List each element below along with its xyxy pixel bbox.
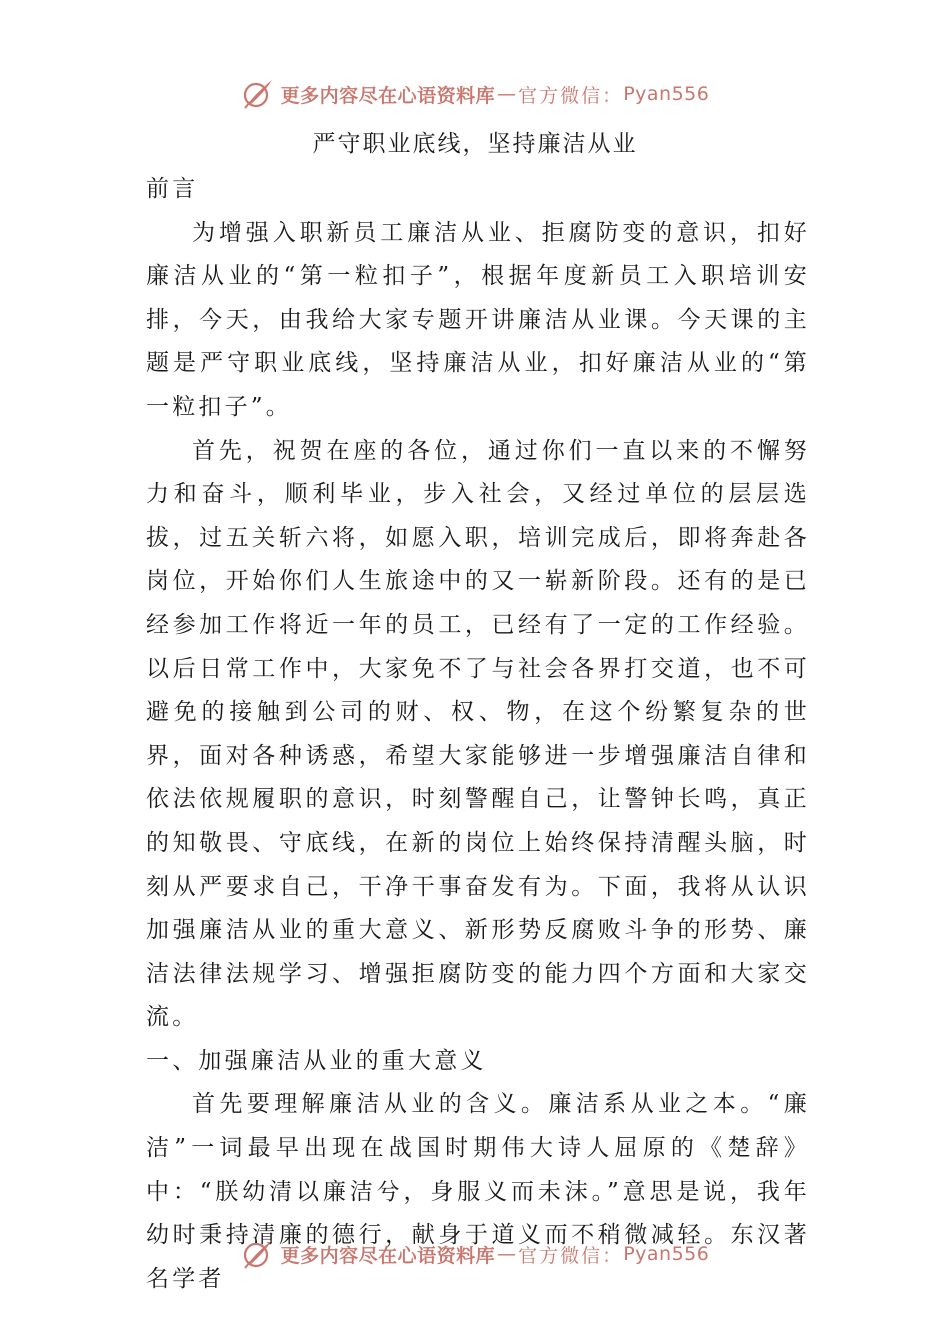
paragraph: 为增强入职新员工廉洁从业、拒腐防变的意识，扣好廉洁从业的“第一粒扣子”，根据年度新员工入职培训安排，今天，由我给大家专题开讲廉洁从业课。今天课的主题是严守职业底线，坚持廉洁从业，扣好廉洁从业的“第一粒扣子”。 [146,219,810,420]
paragraph: 首先要理解廉洁从业的含义。廉洁系从业之本。“廉洁”一词最早出现在战国时期伟大诗人屈原的《楚辞》中：“朕幼清以廉洁兮，身服义而未沫。”意思是说，我年幼时秉持清廉的德行，献身于道义而不稍微减轻。东汉著名学者 [146,1091,810,1292]
quill-logo-icon [241,77,275,111]
paragraph: 首先，祝贺在座的各位，通过你们一直以来的不懈努力和奋斗，顺利毕业，步入社会，又经过单位的层层选拔，过五关斩六将，如愿入职，培训完成后，即将奔赴各岗位，开始你们人生旅途中的又一崭新阶段。还有的是已经参加工作将近一年的员工，已经有了一定的工作经验。以后日常工作中，大家免不了与社会各界打交道，也不可避免的接触到公司的财、权、物，在这个纷繁复杂的世界，面对各种诱惑，希望大家能够进一步增强廉洁自律和依法依规履职的意识，时刻警醒自己，让警钟长鸣，真正的知敬畏、守底线，在新的岗位上始终保持清醒头脑，时刻从严要求自己，干净干事奋发有为。下面，我将从认识加强廉洁从业的重大意义、新形势反腐败斗争的形势、廉洁法律法规学习、增强拒腐防变的能力四个方面和大家交流。 [146,437,810,1031]
watermark-main-text: 更多内容尽在心语资料库 [280,84,496,107]
watermark-dash: — [497,83,517,105]
document-title: 严守职业底线，坚持廉洁从业 [312,131,638,157]
preface-heading: 前言 [146,176,199,202]
watermark-header [0,74,950,114]
document-body [146,168,810,1301]
watermark-footer [0,1234,950,1274]
quill-logo-icon [241,1237,275,1271]
watermark-main-text: 更多内容尽在心语资料库 [280,1244,496,1267]
watermark-official-text: 官方微信： [518,1244,624,1267]
watermark-dash: — [497,1243,517,1265]
section-heading: 一、加强廉洁从业的重大意义 [146,1047,487,1074]
watermark-official-text: 官方微信： [518,84,624,107]
watermark-account-id: Pyan556 [623,1243,710,1265]
watermark-account-id: Pyan556 [623,83,710,105]
